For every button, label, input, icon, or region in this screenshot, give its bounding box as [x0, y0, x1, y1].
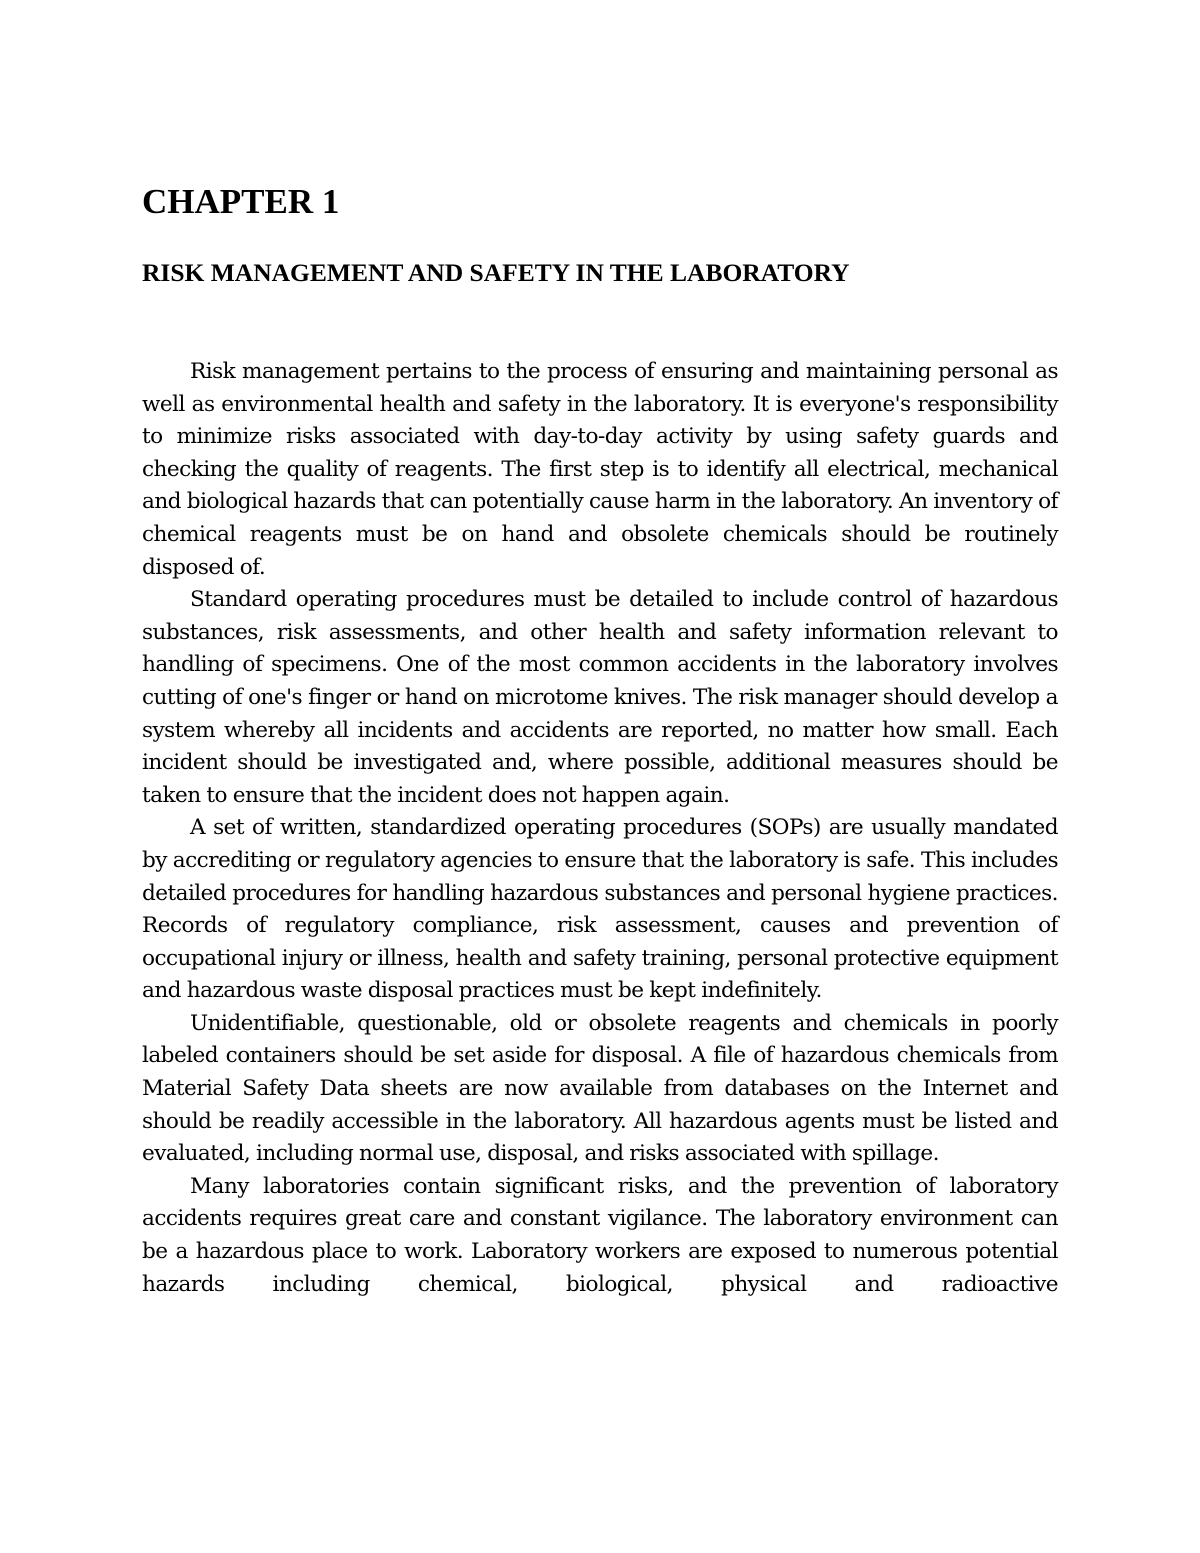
paragraph-2: Standard operating procedures must be detailed to include control of hazardous substances, risk assessments, and other health and safety information relevant to handling of specimens. One of the most common accidents in the laboratory involves cutting of one's finger or hand on microtome knives. The risk manager should develop a system whereby all incidents and accidents are reported, no matter how small. Each incident should be investigated and, where possible, additional measures should be taken to ensure that the incident does not happen again.: [142, 587, 1058, 808]
paragraph-1: Risk management pertains to the process of ensuring and maintaining personal as well as environmental health and safety in the laboratory. It is everyone's responsibility to minimize risks associated with day-to-day activity by using safety guards and checking the quality of reagents. The first step is to identify all electrical, mechanical and biological hazards that can potentially cause harm in the laboratory. An inventory of chemical reagents must be on hand and obsolete chemicals should be routinely disposed of.: [142, 359, 1058, 580]
paragraph-4: Unidentifiable, questionable, old or obsolete reagents and chemicals in poorly labeled containers should be set aside for disposal. A file of hazardous chemicals from Material Safety Data sheets are now available from databases on the Internet and should be readily accessible in the laboratory. All hazardous agents must be listed and evaluated, including normal use, disposal, and risks associated with spillage.: [142, 1010, 1058, 1167]
paragraph-3: A set of written, standardized operating procedures (SOPs) are usually mandated by accrediting or regulatory agencies to ensure that the laboratory is safe. This includes detailed procedures for handling hazardous substances and personal hygiene practices. Records of regulatory compliance, risk assessment, causes and prevention of occupational injury or illness, health and safety training, personal protective equipment and hazardous waste disposal practices must be kept indefinitely.: [142, 815, 1058, 1004]
paragraph-5: Many laboratories contain significant risks, and the prevention of laboratory accidents requires great care and constant vigilance. The laboratory environment can be a hazardous place to work. Laboratory workers are exposed to numerous potential hazards including chemical, biological, physical and radioactive: [142, 1173, 1058, 1297]
body-text: [142, 356, 1058, 1301]
chapter-title: RISK MANAGEMENT AND SAFETY IN THE LABORATORY: [142, 258, 850, 287]
chapter-number: CHAPTER 1: [142, 182, 340, 221]
